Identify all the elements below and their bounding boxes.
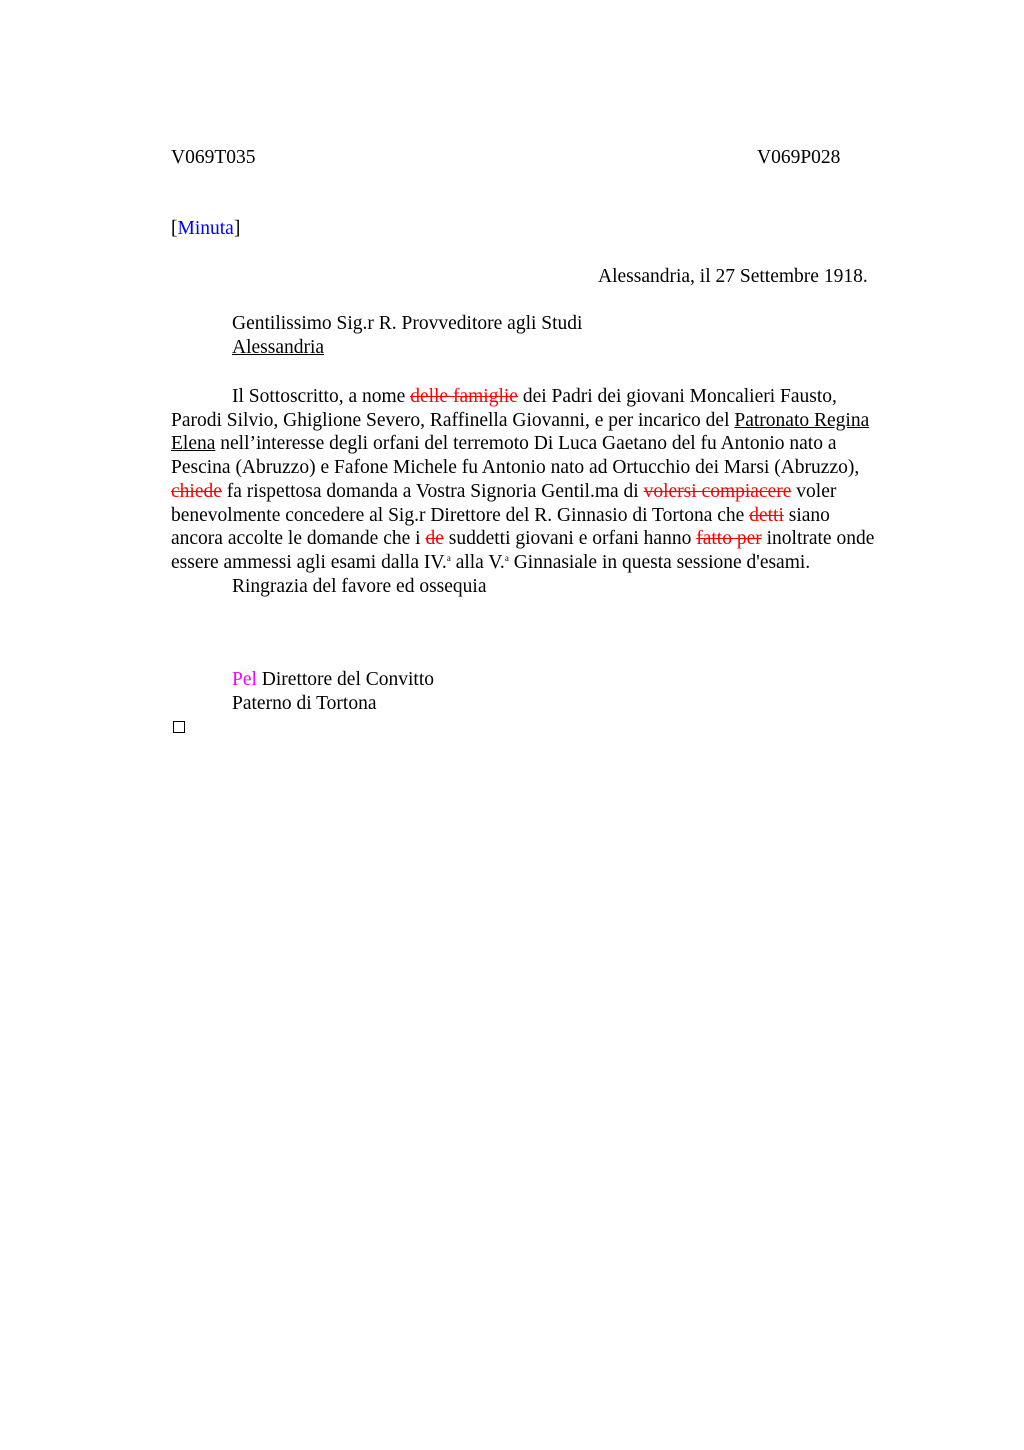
label-close-bracket: ] (233, 218, 241, 239)
deleted-text: volersi compiacere (643, 480, 792, 502)
deleted-text: de (425, 528, 444, 550)
signature-text: Direttore del Convitto (256, 669, 435, 690)
document-code-left: V069T035 (171, 147, 256, 168)
editorial-label (171, 218, 240, 240)
underlined-text: Elena (171, 433, 216, 455)
body-text: ancora accolte le domande che i (171, 528, 426, 550)
body-line-5 (171, 480, 931, 504)
checkbox-square-icon (173, 721, 185, 733)
deleted-text: fatto per (696, 528, 762, 550)
inserted-text: Pel (232, 669, 257, 690)
body-line-1 (171, 385, 931, 409)
body-text: dei Padri dei giovani Moncalieri Fausto, (517, 386, 837, 407)
label-open-bracket: [ (171, 218, 178, 239)
body-text: inoltrate onde (761, 528, 875, 550)
body-text: essere ammessi agli esami dalla IV. (171, 551, 447, 573)
body-line-9: Ringrazia del favore ed ossequia (232, 575, 487, 597)
addressee-line-1: Gentilissimo Sig.r R. Provveditore agli Studi (232, 313, 583, 334)
body-text: benevolmente concedere al Sig.r Direttore del R. Ginnasio di Tortona che (171, 504, 750, 526)
body-text: nell’interesse degli orfani del terremoto Di Luca Gaetano del fu Antonio nato a (215, 433, 837, 455)
body-text: voler (791, 480, 837, 502)
body-text: alla V. (450, 551, 505, 573)
signature-line-2: Paterno di Tortona (232, 693, 377, 714)
deleted-text: chiede (171, 480, 222, 502)
body-line-2 (171, 409, 931, 433)
body-line-4: Pescina (Abruzzo) e Fafone Michele fu Antonio nato ad Ortucchio dei Marsi (Abruzzo), (171, 457, 860, 479)
body-line-7 (171, 527, 931, 551)
document-code-right: V069P028 (757, 147, 841, 168)
superscript-a: a (504, 552, 509, 563)
label-minuta: Minuta (177, 218, 234, 239)
body-line-8 (171, 551, 931, 575)
body-text: siano (783, 504, 830, 526)
addressee-line-2: Alessandria (232, 337, 325, 358)
underlined-text: Patronato Regina (734, 409, 870, 431)
deleted-text: detti (749, 504, 784, 526)
date-line: Alessandria, il 27 Settembre 1918. (598, 266, 868, 287)
body-text: Il Sottoscritto, a nome (232, 386, 411, 407)
deleted-text: delle famiglie (410, 386, 518, 407)
body-text: Ginnasiale in questa sessione d'esami. (508, 551, 811, 573)
letter-body (171, 385, 931, 598)
body-text: fa rispettosa domanda a Vostra Signoria Gentil.ma di (221, 480, 644, 502)
body-line-6 (171, 504, 931, 528)
superscript-a: a (446, 552, 451, 563)
signature-line-1 (232, 669, 434, 691)
body-text: suddetti giovani e orfani hanno (443, 528, 697, 550)
body-line-3 (171, 432, 931, 456)
body-text: Parodi Silvio, Ghiglione Severo, Raffinella Giovanni, e per incarico del (171, 409, 735, 431)
